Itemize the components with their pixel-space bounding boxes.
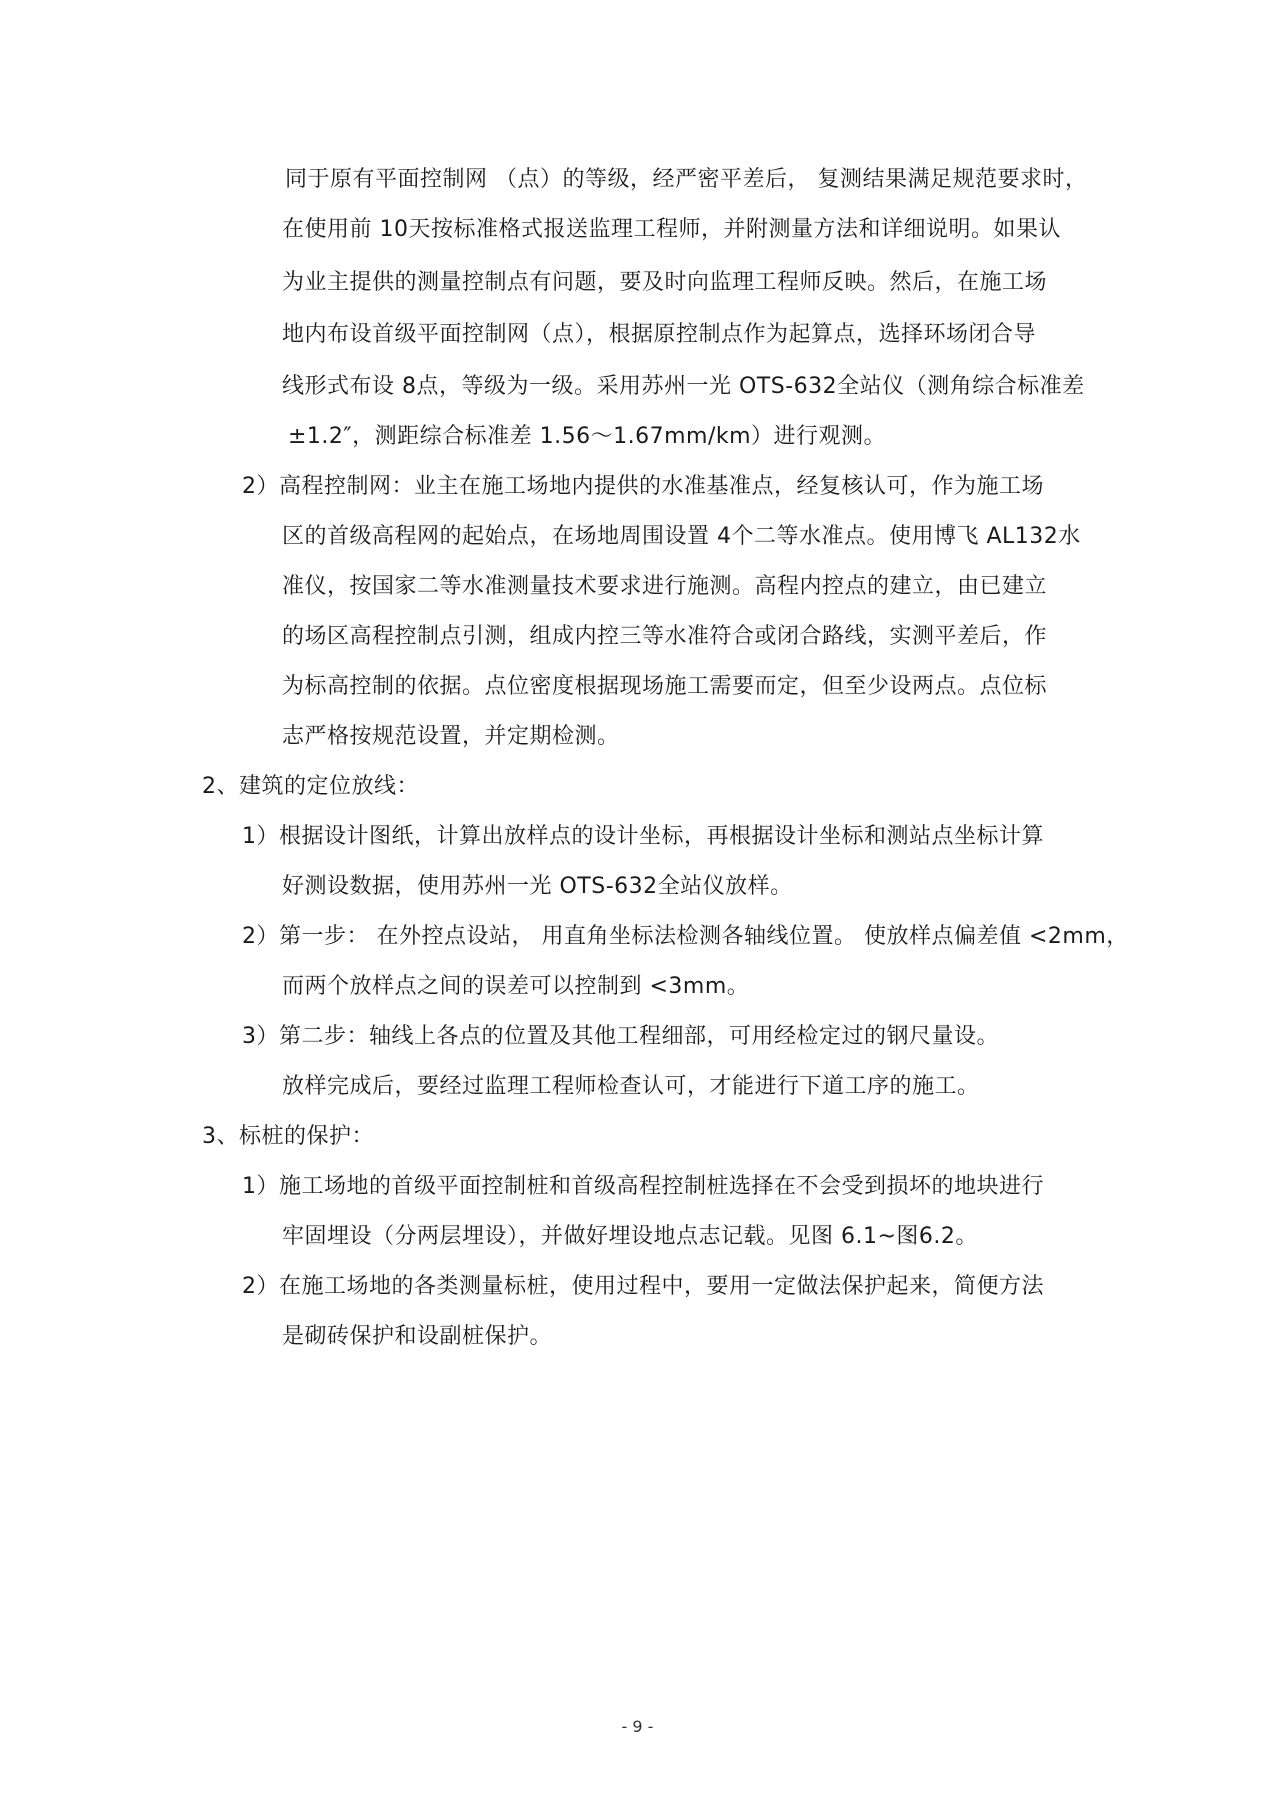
paragraph-line: 志严格按规范设置，并定期检测。 — [282, 724, 620, 749]
paragraph-line: 区的首级高程网的起始点，在场地周围设置 4个二等水准点。使用博飞 AL132水 — [282, 524, 1081, 549]
paragraph-line: 好测设数据，使用苏州一光 OTS-632全站仪放样。 — [282, 874, 793, 899]
list-item: 3）第二步：轴线上各点的位置及其他工程细部，可用经检定过的钢尺量设。 — [242, 1024, 999, 1049]
page-number: - 9 - — [621, 1717, 654, 1736]
paragraph-line: 线形式布设 8点，等级为一级。采用苏州一光 OTS-632全站仪（测角综合标准差 — [282, 374, 1085, 399]
list-item: 2）高程控制网：业主在施工场地内提供的水准基准点，经复核认可，作为施工场 — [242, 474, 1044, 499]
paragraph-line: 同于原有平面控制网 （点）的等级，经严密平差后， 复测结果满足规范要求时， — [285, 167, 1088, 192]
paragraph-line: 放样完成后，要经过监理工程师检查认可，才能进行下道工序的施工。 — [282, 1074, 980, 1099]
paragraph-line: 而两个放样点之间的误差可以控制到 <3mm。 — [282, 974, 750, 999]
paragraph-line: 在使用前 10天按标准格式报送监理工程师，并附测量方法和详细说明。如果认 — [282, 217, 1061, 242]
paragraph-line: ±1.2″，测距综合标准差 1.56～1.67mm/km）进行观测。 — [288, 424, 887, 449]
paragraph-line: 为业主提供的测量控制点有问题，要及时向监理工程师反映。然后，在施工场 — [282, 270, 1048, 295]
paragraph-line: 为标高控制的依据。点位密度根据现场施工需要而定，但至少设两点。点位标 — [282, 674, 1048, 699]
list-item: 2）第一步： 在外控点设站， 用直角坐标法检测各轴线位置。 使放样点偏差值 <2mm， — [242, 924, 1129, 949]
paragraph-line: 准仪，按国家二等水准测量技术要求进行施测。高程内控点的建立，由已建立 — [282, 574, 1048, 599]
section-heading: 2、建筑的定位放线： — [202, 774, 419, 799]
paragraph-line: 的场区高程控制点引测，组成内控三等水准符合或闭合路线，实测平差后，作 — [282, 624, 1048, 649]
list-item: 1）根据设计图纸，计算出放样点的设计坐标，再根据设计坐标和测站点坐标计算 — [242, 824, 1044, 849]
paragraph-line: 牢固埋设（分两层埋设），并做好埋设地点志记载。见图 6.1~图6.2。 — [282, 1224, 978, 1249]
paragraph-line: 地内布设首级平面控制网（点），根据原控制点作为起算点，选择环场闭合导 — [282, 322, 1037, 347]
list-item: 2）在施工场地的各类测量标桩，使用过程中，要用一定做法保护起来，简便方法 — [242, 1274, 1044, 1299]
list-item: 1）施工场地的首级平面控制桩和首级高程控制桩选择在不会受到损坏的地块进行 — [242, 1174, 1044, 1199]
section-heading: 3、标桩的保护： — [202, 1124, 374, 1149]
paragraph-line: 是砌砖保护和设副桩保护。 — [282, 1324, 553, 1349]
